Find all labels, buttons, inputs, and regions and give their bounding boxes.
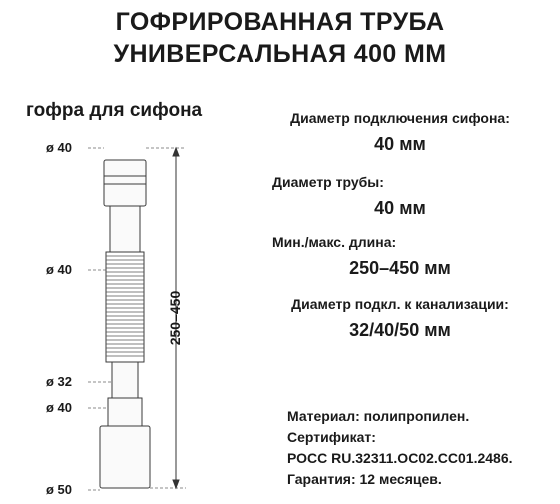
subtitle: гофра для сифона [26, 100, 203, 121]
spec-label: Диаметр подкл. к канализации: [291, 296, 509, 312]
pipe-neck-bottom [112, 362, 138, 398]
material-line: Материал: полипропилен. [287, 408, 470, 424]
pipe-neck-top [110, 206, 140, 252]
pipe-corrugated [106, 252, 144, 362]
spec-label: Диаметр подключения сифона: [290, 110, 510, 126]
arrow-head-top [173, 148, 179, 156]
dim-label-middle: ø 40 [46, 262, 73, 277]
spec-value: 250–450 мм [349, 258, 451, 278]
certificate-number: РОСС RU.32311.ОС02.СС01.2486. [287, 450, 513, 466]
dim-label-40-lower: ø 40 [46, 400, 73, 415]
spec-sewer-connection [250, 296, 550, 341]
title-line-1: ГОФРИРОВАННАЯ ТРУБА [115, 8, 445, 36]
spec-length [250, 234, 550, 279]
length-label: 250–450 [167, 290, 183, 346]
spec-label: Диаметр трубы: [272, 174, 384, 190]
spec-value: 32/40/50 мм [349, 320, 451, 340]
material-info [287, 406, 557, 490]
spec-value: 40 мм [374, 134, 426, 154]
spec-value: 40 мм [374, 198, 426, 218]
dim-label-bottom: ø 50 [46, 482, 73, 497]
spec-pipe-diameter [250, 174, 550, 219]
pipe-bottom-socket [100, 426, 150, 488]
dim-label-top: ø 40 [46, 140, 73, 155]
warranty-line: Гарантия: 12 месяцев. [287, 471, 442, 487]
dim-label-32: ø 32 [46, 374, 73, 389]
title-line-2: УНИВЕРСАЛЬНАЯ 400 ММ [113, 40, 447, 68]
spec-label: Мин./макс. длина: [272, 234, 397, 250]
pipe-lower-transition [108, 398, 142, 426]
certificate-label: Сертификат: [287, 429, 376, 445]
arrow-head-bottom [173, 480, 179, 488]
spec-siphon-connection [250, 110, 550, 155]
pipe-top-socket [104, 160, 146, 206]
